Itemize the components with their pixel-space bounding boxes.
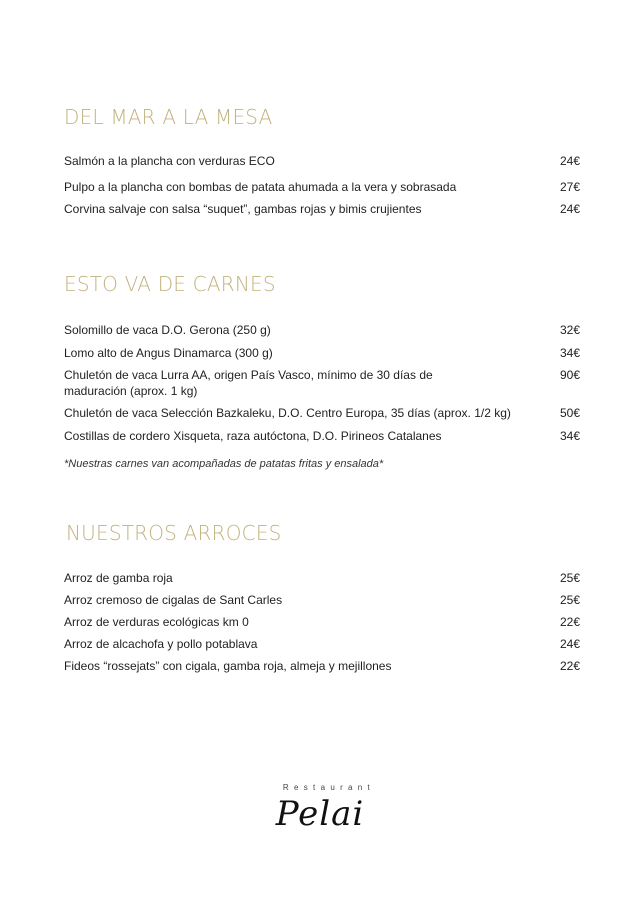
item-price: 24€ [559, 154, 580, 168]
menu-item [64, 428, 580, 444]
item-price: 22€ [559, 615, 580, 629]
item-price: 24€ [559, 202, 580, 216]
menu-item [64, 201, 580, 217]
menu-item [64, 636, 580, 652]
section-title: DEL MAR A LA MESA [64, 105, 273, 129]
item-price: 25€ [559, 593, 580, 607]
section-title: NUESTROS ARROCES [66, 521, 282, 545]
item-price: 34€ [559, 346, 580, 360]
menu-item [64, 658, 580, 674]
item-name: Arroz de gamba roja [64, 571, 173, 585]
item-name: Arroz de alcachofa y pollo potablava [64, 637, 258, 651]
item-name: Solomillo de vaca D.O. Gerona (250 g) [64, 323, 271, 337]
item-name: Pulpo a la plancha con bombas de patata ahumada a la vera y sobrasada [64, 180, 457, 194]
logo-subtitle: Restaurant [282, 783, 376, 792]
menu-item [64, 367, 580, 399]
item-name: Fideos “rossejats” con cigala, gamba roja, almeja y mejillones [64, 659, 392, 673]
item-name: Salmón a la plancha con verduras ECO [64, 154, 275, 168]
item-name: Lomo alto de Angus Dinamarca (300 g) [64, 346, 273, 360]
item-name: Corvina salvaje con salsa “suquet”, gambas rojas y bimis crujientes [64, 202, 422, 216]
item-price: 24€ [559, 637, 580, 651]
menu-item [64, 592, 580, 608]
item-name: Chuletón de vaca Selección Bazkaleku, D.O. Centro Europa, 35 días (aprox. 1/2 kg) [64, 406, 511, 420]
menu-item [64, 405, 580, 421]
logo-name: Pelai [275, 794, 365, 834]
item-name: Costillas de cordero Xisqueta, raza autóctona, D.O. Pirineos Catalanes [64, 429, 442, 443]
menu-item [64, 570, 580, 586]
item-price: 34€ [559, 429, 580, 443]
item-price: 27€ [559, 180, 580, 194]
menu-item [64, 345, 580, 361]
item-price: 32€ [559, 323, 580, 337]
item-price: 22€ [559, 659, 580, 673]
section-arroces [64, 521, 580, 673]
item-price: 25€ [559, 571, 580, 585]
garnish-note: *Nuestras carnes van acompañadas de patatas fritas y ensalada* [64, 458, 384, 470]
restaurant-logo [250, 783, 390, 834]
item-name: Arroz cremoso de cigalas de Sant Carles [64, 593, 283, 607]
item-price: 90€ [559, 368, 580, 382]
menu-item [64, 153, 580, 169]
section-carnes [64, 272, 580, 470]
section-del-mar [64, 105, 580, 216]
section-title: ESTO VA DE CARNES [64, 272, 276, 296]
item-name: Chuletón de vaca Lurra AA, origen País Vasco, mínimo de 30 días de maduración (aprox. 1 kg) [64, 368, 433, 398]
item-name: Arroz de verduras ecológicas km 0 [64, 615, 249, 629]
menu-item [64, 322, 580, 338]
menu-item [64, 614, 580, 630]
menu-item [64, 179, 580, 195]
item-price: 50€ [559, 406, 580, 420]
